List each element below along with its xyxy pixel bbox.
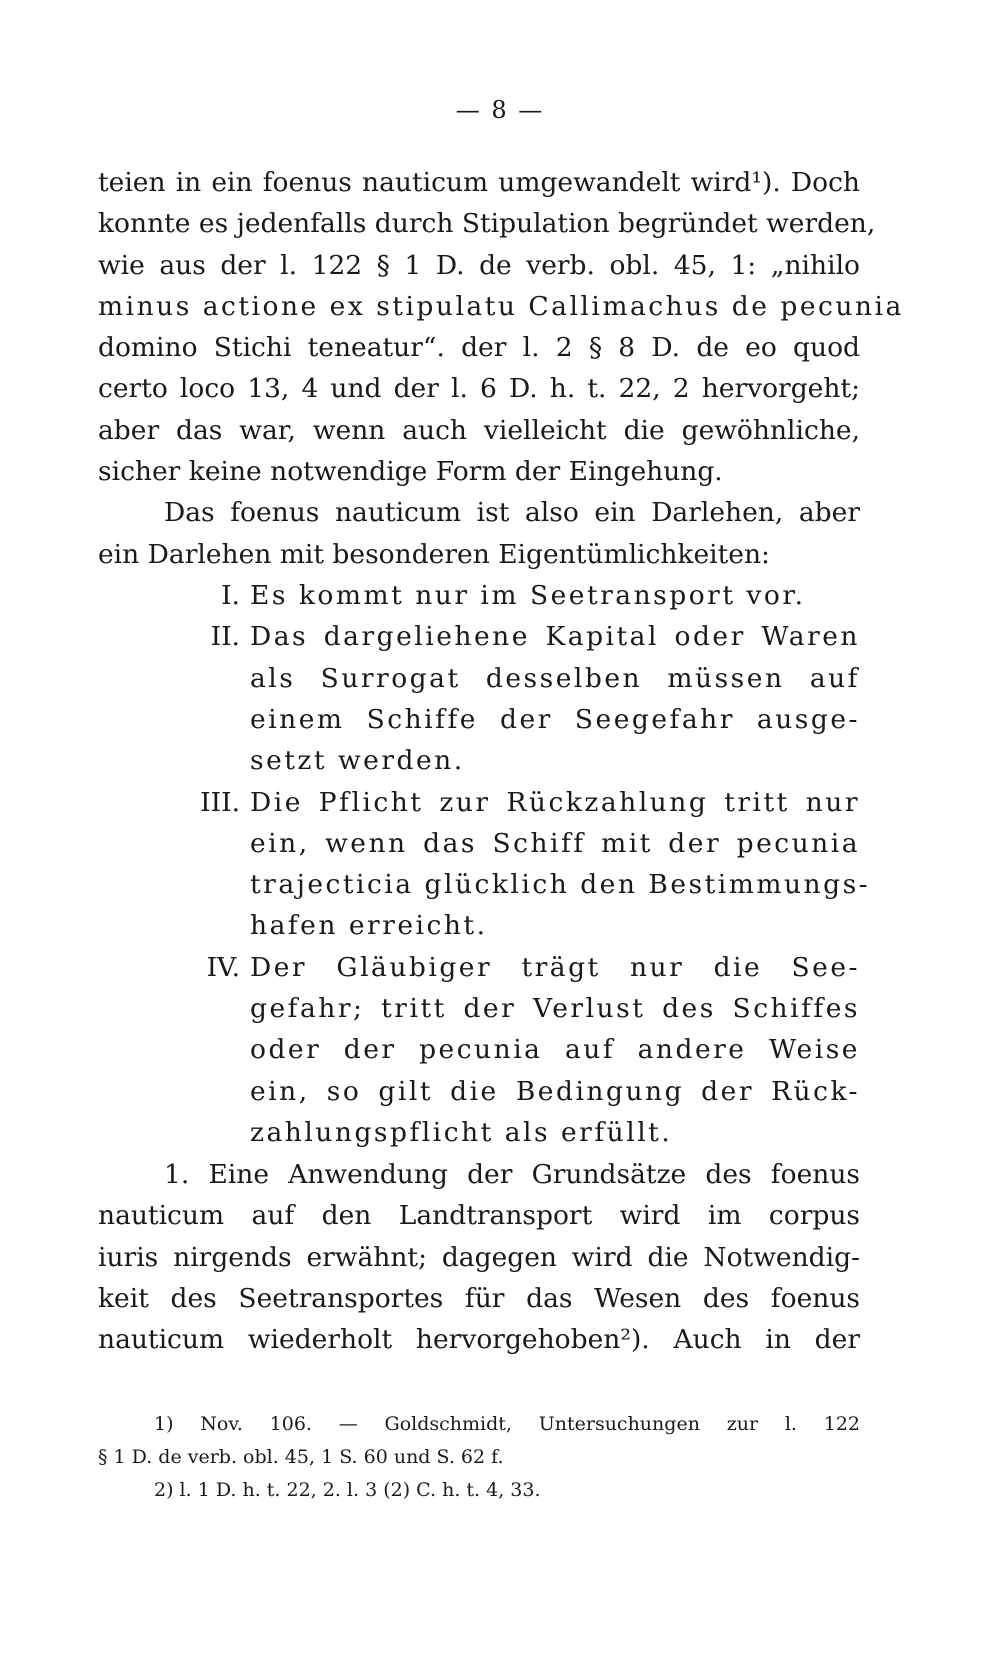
text-line: aber das war, wenn auch vielleicht die gewöhnliche, bbox=[98, 414, 860, 446]
list-number: I. bbox=[221, 580, 240, 611]
list-line: Der Gläubiger trägt nur die See- bbox=[250, 951, 860, 983]
list-line: setzt werden. bbox=[250, 745, 465, 777]
footnote-line: 2) l. 1 D. h. t. 22, 2. l. 3 (2) C. h. t. 4, 33. bbox=[154, 1479, 541, 1501]
text-line: nauticum wiederholt hervorgehoben²). Auch in der bbox=[98, 1324, 860, 1356]
text-line: wie aus der l. 122 § 1 D. de verb. obl. 45, 1: „nihilo bbox=[98, 249, 860, 281]
list-line: gefahr; tritt der Verlust des Schiffes bbox=[250, 992, 860, 1024]
list-line: ein, wenn das Schiff mit der pecunia bbox=[250, 827, 860, 859]
list-line: Es kommt nur im Seetransport vor. bbox=[250, 580, 806, 611]
text-line: konnte es jedenfalls durch Stipulation begründet werden, bbox=[98, 208, 876, 240]
text-line: sicher keine notwendige Form der Eingehung. bbox=[98, 456, 723, 488]
text-line: Das foenus nauticum ist also ein Darlehen, aber bbox=[164, 497, 860, 529]
list-line: oder der pecunia auf andere Weise bbox=[250, 1034, 860, 1066]
text-line: ein Darlehen mit besonderen Eigentümlichkeiten: bbox=[98, 538, 770, 570]
body-text-bottom bbox=[98, 1154, 860, 1360]
text-line: keit des Seetransportes für das Wesen des foenus bbox=[98, 1282, 860, 1314]
list-item bbox=[180, 575, 860, 616]
list-line: zahlungspflicht als erfüllt. bbox=[250, 1116, 673, 1148]
list-line: als Surrogat desselben müssen auf bbox=[250, 662, 860, 694]
page-number: — 8 — bbox=[455, 96, 545, 124]
text-line: domino Stichi teneatur“. der l. 2 § 8 D. de eo quod bbox=[98, 332, 860, 364]
footnote-line: § 1 D. de verb. obl. 45, 1 S. 60 und S. 62 f. bbox=[98, 1446, 504, 1468]
body-text-top bbox=[98, 162, 904, 575]
text-line: minus actione ex stipulatu Callimachus de pecunia bbox=[98, 290, 904, 322]
text-line: 1. Eine Anwendung der Grundsätze des foenus bbox=[164, 1159, 860, 1190]
list-number: IV. bbox=[206, 951, 240, 983]
list-line: Die Pflicht zur Rückzahlung tritt nur bbox=[250, 786, 860, 818]
text-line: teien in ein foenus nauticum umgewandelt wird¹). Doch bbox=[98, 167, 860, 198]
list-number: III. bbox=[200, 786, 240, 818]
list-line: Das dargeliehene Kapital oder Waren bbox=[250, 621, 860, 653]
list-line: hafen erreicht. bbox=[250, 910, 488, 942]
text-line: iuris nirgends erwähnt; dagegen wird die Notwendig- bbox=[98, 1241, 860, 1273]
list-number: II. bbox=[210, 621, 240, 653]
footnotes bbox=[98, 1408, 860, 1507]
list-line: trajecticia glücklich den Bestimmungs- bbox=[250, 869, 871, 901]
list-line: ein, so gilt die Bedingung der Rück- bbox=[250, 1075, 860, 1107]
footnote-line: 1) Nov. 106. — Goldschmidt, Untersuchungen zur l. 122 bbox=[154, 1413, 860, 1435]
text-line: nauticum auf den Landtransport wird im corpus bbox=[98, 1200, 860, 1232]
list-line: einem Schiffe der Seegefahr ausge- bbox=[250, 703, 860, 735]
text-line: certo loco 13, 4 und der l. 6 D. h. t. 22, 2 hervorgeht; bbox=[98, 373, 860, 405]
